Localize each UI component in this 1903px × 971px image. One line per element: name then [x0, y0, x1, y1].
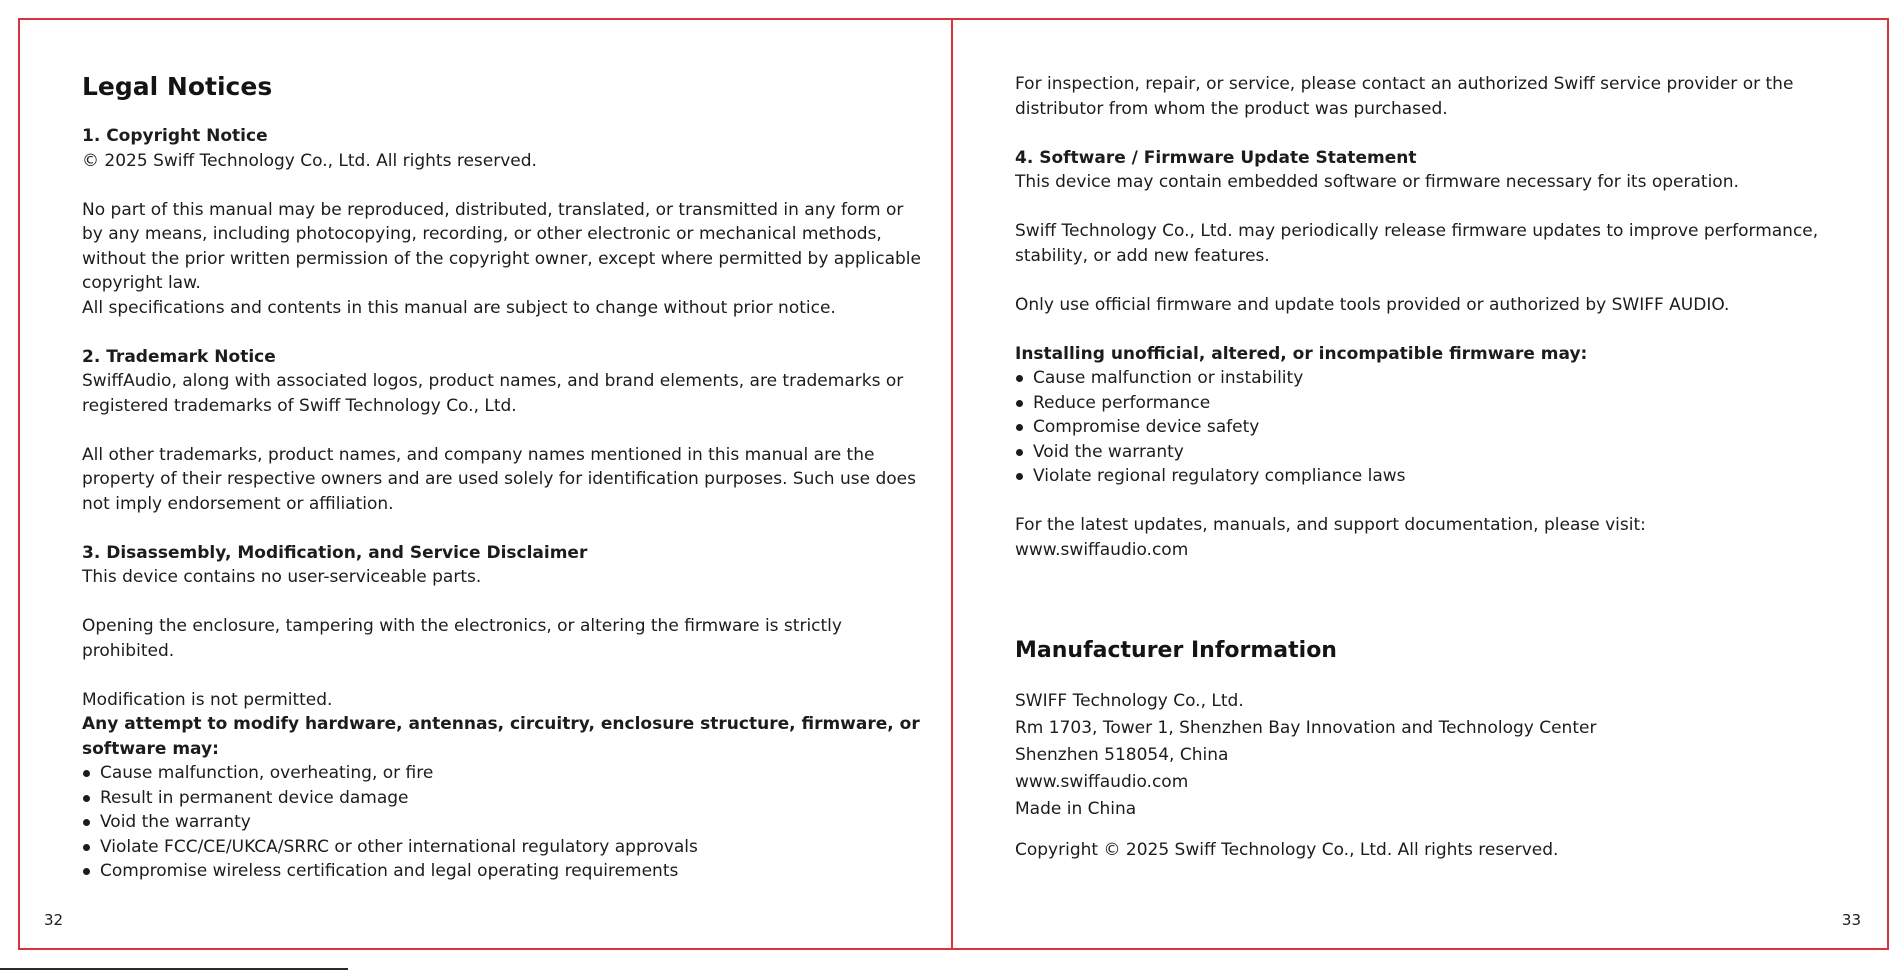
bottom-rule: [0, 968, 348, 970]
bullet-icon: [1016, 473, 1023, 480]
manufacturer-city: Shenzhen 518054, China: [1015, 745, 1229, 765]
disassembly-paragraph-2: Opening the enclosure, tampering with the electronics, or altering the firmware is strictly prohibited.: [82, 616, 842, 661]
trademark-paragraph-2: All other trademarks, product names, and company names mentioned in this manual are the property of their respective owners and are used solely for identification purposes. Such use does not imply endorsement or affiliation.: [82, 444, 916, 514]
list-item: Reduce performance: [1015, 391, 1855, 416]
bullet-icon: [1016, 449, 1023, 456]
manufacturer-address: Rm 1703, Tower 1, Shenzhen Bay Innovation and Technology Center: [1015, 718, 1597, 738]
list-item: Void the warranty: [1015, 440, 1855, 465]
manufacturer-heading: Manufacturer Information: [1015, 638, 1337, 663]
software-heading: 4. Software / Firmware Update Statement: [1015, 147, 1417, 168]
list-item: Compromise device safety: [1015, 415, 1855, 440]
list-item: Violate regional regulatory compliance laws: [1015, 464, 1855, 489]
disassembly-paragraph-3: Modification is not permitted.: [82, 689, 333, 710]
manufacturer-origin: Made in China: [1015, 799, 1137, 819]
list-item: Cause malfunction, overheating, or fire: [82, 761, 922, 786]
list-item: Cause malfunction or instability: [1015, 366, 1855, 391]
bullet-icon: [83, 770, 90, 777]
left-page: [20, 18, 951, 950]
firmware-risk-list: [1015, 366, 1855, 489]
list-item: Result in permanent device damage: [82, 786, 922, 811]
right-page-content: [1015, 72, 1855, 864]
bullet-icon: [1016, 375, 1023, 382]
specifications-notice: All specifications and contents in this manual are subject to change without prior notice.: [82, 297, 836, 318]
modification-risk-list: [82, 761, 922, 884]
modification-warning: Any attempt to modify hardware, antennas, circuitry, enclosure structure, firmware, or software may:: [82, 714, 920, 759]
disassembly-paragraph-1: This device contains no user-serviceable parts.: [82, 567, 482, 587]
left-page-content: [82, 72, 922, 884]
copyright-heading: 1. Copyright Notice: [82, 126, 268, 146]
support-url: www.swiffaudio.com: [1015, 539, 1189, 560]
bullet-icon: [83, 844, 90, 851]
bullet-icon: [1016, 424, 1023, 431]
software-paragraph-3: Only use official firmware and update tools provided or authorized by SWIFF AUDIO.: [1015, 294, 1730, 315]
page-title: Legal Notices: [82, 72, 273, 101]
manufacturer-company: SWIFF Technology Co., Ltd.: [1015, 691, 1244, 711]
copyright-line: © 2025 Swiff Technology Co., Ltd. All rights reserved.: [82, 150, 537, 171]
page-number-right: 33: [1841, 911, 1861, 929]
disassembly-heading: 3. Disassembly, Modification, and Service Disclaimer: [82, 542, 588, 563]
list-item: Void the warranty: [82, 810, 922, 835]
list-item: Violate FCC/CE/UKCA/SRRC or other international regulatory approvals: [82, 835, 922, 860]
right-page: [953, 18, 1887, 950]
copyright-paragraph: No part of this manual may be reproduced, distributed, translated, or transmitted in any form or by any means, including photocopying, recording, or other electronic or mechanical methods, without the prior written permission of the copyright owner, except where permitted by applicable copyright law.: [82, 199, 921, 293]
software-paragraph-1: This device may contain embedded software or firmware necessary for its operation.: [1015, 172, 1739, 192]
manufacturer-website: www.swiffaudio.com: [1015, 772, 1189, 792]
bullet-icon: [1016, 400, 1023, 407]
manufacturer-copyright: Copyright © 2025 Swiff Technology Co., Ltd. All rights reserved.: [1015, 840, 1559, 860]
trademark-paragraph-1: SwiffAudio, along with associated logos, product names, and brand elements, are trademarks or registered trademarks of Swiff Technology Co., Ltd.: [82, 371, 904, 416]
visit-text: For the latest updates, manuals, and support documentation, please visit:: [1015, 515, 1646, 535]
trademark-heading: 2. Trademark Notice: [82, 346, 276, 367]
bullet-icon: [83, 819, 90, 826]
list-item: Compromise wireless certification and legal operating requirements: [82, 859, 922, 884]
firmware-warning: Installing unofficial, altered, or incompatible firmware may:: [1015, 343, 1588, 364]
bullet-icon: [83, 868, 90, 875]
service-paragraph: For inspection, repair, or service, please contact an authorized Swiff service provider or the distributor from whom the product was purchased.: [1015, 74, 1794, 119]
software-paragraph-2: Swiff Technology Co., Ltd. may periodically release firmware updates to improve performance, stability, or add new features.: [1015, 221, 1819, 266]
page-number-left: 32: [44, 911, 64, 929]
bullet-icon: [83, 795, 90, 802]
